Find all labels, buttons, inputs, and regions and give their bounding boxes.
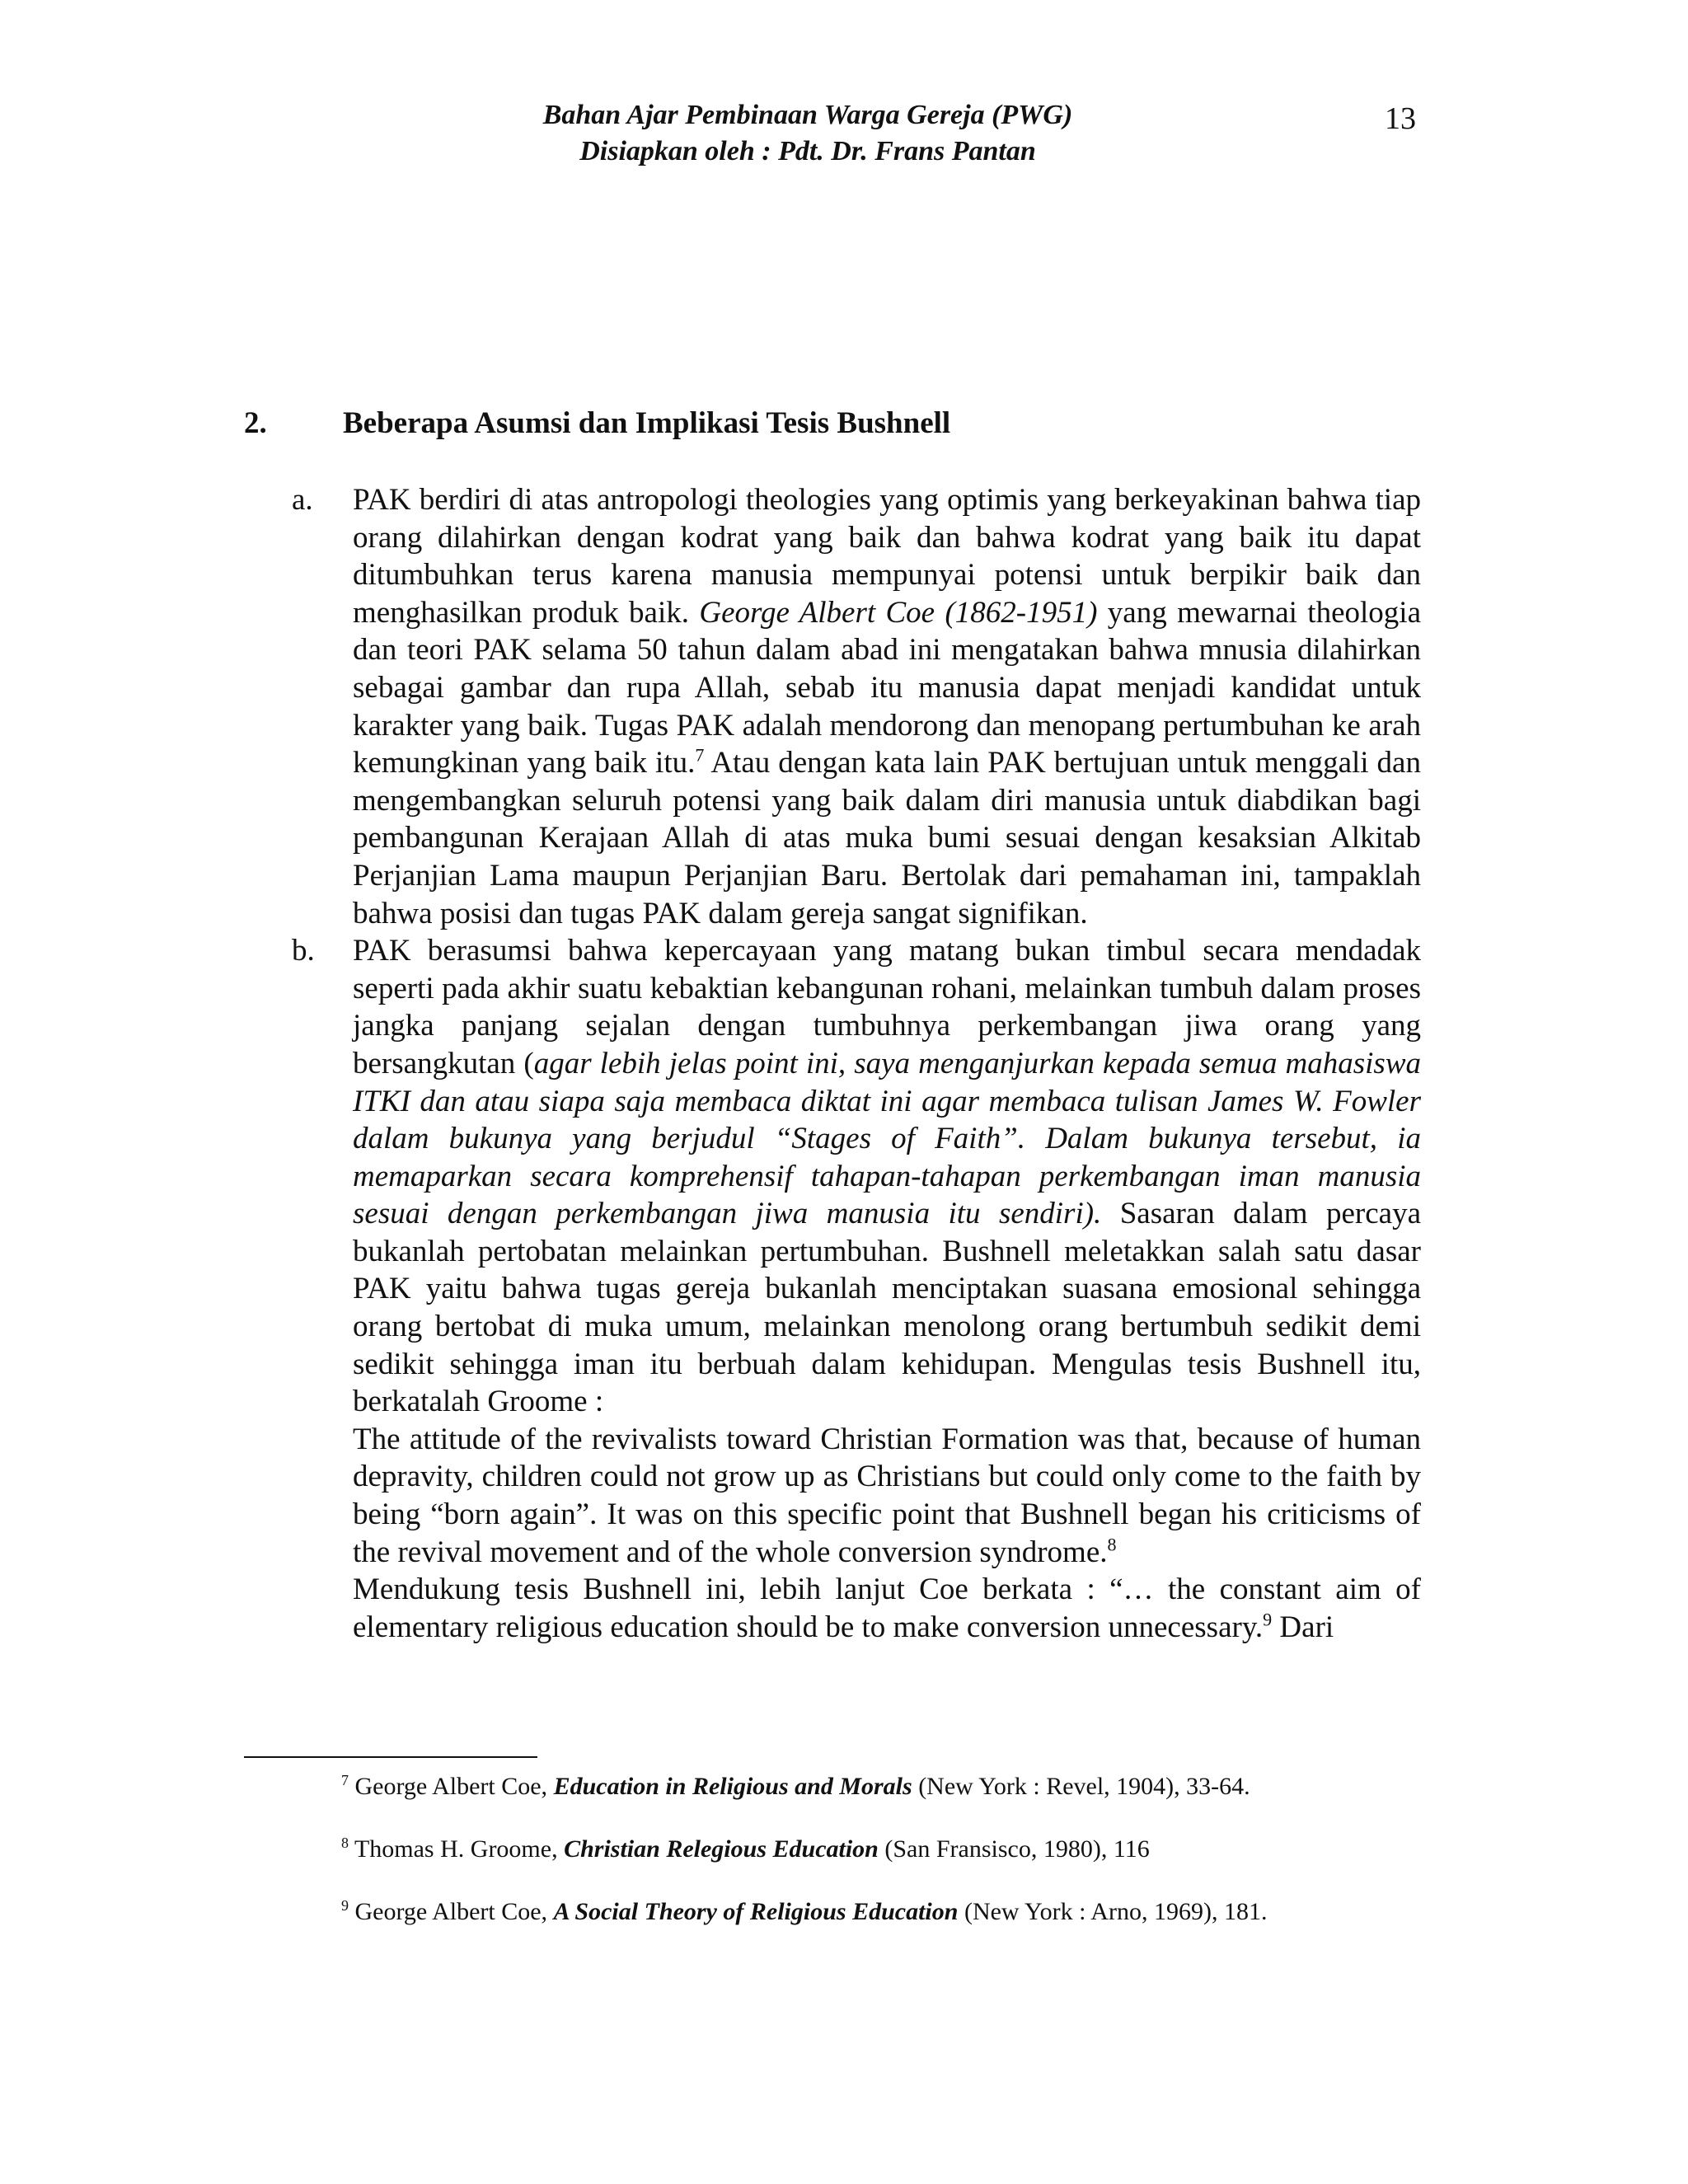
page-number: 13 <box>1385 101 1416 136</box>
section-number: 2. <box>244 406 267 440</box>
footnote-number: 8 <box>341 1835 349 1851</box>
footnote-number: 7 <box>341 1772 349 1788</box>
paragraph-b-text-1: PAK berasumsi bahwa kepercayaan yang matang bukan timbul secara mendadak seperti pada akhir suatu kebaktian kebangunan rohani, melainkan tumbuh dalam proses jangka panjang sejalan dengan tumbuhnya perkembangan jiwa orang yang bersangkutan ( <box>353 934 1421 1080</box>
continuation-text-1: Mendukung tesis Bushnell ini, lebih lanjut Coe berkata : “… the constant aim of elementary religious education should be to make conversion unnecessary. <box>353 1572 1421 1644</box>
footnote-7 <box>341 1770 1495 1803</box>
footnote-author: George Albert Coe, <box>349 1898 554 1925</box>
footnote-publication: (San Fransisco, 1980), 116 <box>878 1835 1150 1863</box>
header-title: Bahan Ajar Pembinaan Warga Gereja (PWG) <box>542 100 1073 130</box>
footnote-author: George Albert Coe, <box>349 1773 554 1800</box>
list-item-b <box>292 932 1421 1646</box>
footnote-number: 9 <box>341 1897 349 1914</box>
block-quote <box>353 1421 1421 1571</box>
list-marker-a: a. <box>292 483 313 517</box>
section-title: Beberapa Asumsi dan Implikasi Tesis Bushnell <box>343 406 951 440</box>
footnote-divider <box>244 1756 537 1758</box>
paragraph-b-continuation <box>353 1571 1421 1646</box>
paragraph-b-text-2: Sasaran dalam percaya bukanlah pertobatan melainkan pertumbuhan. Bushnell meletakkan salah satu dasar PAK yaitu bahwa tugas gereja bukanlah menciptakan suasana emosional sehingga orang bertobat di muka umum, melainkan menolong orang bertumbuh sedikit demi sedikit sehingga iman itu berbuah dalam kehidupan. Mengulas tesis Bushnell itu, berkatalah Groome : <box>353 1197 1421 1419</box>
footnote-book-title: A Social Theory of Religious Education <box>553 1898 959 1925</box>
paragraph-a-text-2: yang mewarnai theologia dan teori PAK selama 50 tahun dalam abad ini mengatakan bahwa mnusia dilahirkan sebagai gambar dan rupa Allah, sebab itu manusia dapat menjadi kandidat untuk karakter yang baik. Tugas PAK adalah mendorong dan menopang pertumbuhan ke arah kemungkinan yang baik itu. <box>353 595 1421 780</box>
paragraph-b-italic: agar lebih jelas point ini, saya menganjurkan kepada semua mahasiswa ITKI dan atau siapa saja membaca diktat ini agar membaca tulisan James W. Fowler dalam bukunya yang berjudul “Stages of Faith”. Dalam bukunya tersebut, ia memaparkan secara komprehensif tahapan-tahapan perkembangan iman manusia sesuai dengan perkembangan jiwa manusia itu sendiri). <box>353 1046 1422 1231</box>
paragraph-b <box>353 932 1421 1421</box>
continuation-text-2: Dari <box>1272 1610 1334 1644</box>
footnote-author: Thomas H. Groome, <box>349 1835 565 1863</box>
paragraph-a-italic: George Albert Coe (1862-1951) <box>699 595 1098 630</box>
paragraph-a <box>353 481 1421 932</box>
body-text <box>292 481 1421 1646</box>
quote-text: The attitude of the revivalists toward Christian Formation was that, because of human depravity, children could not grow up as Christians but could only come to the faith by being “born again”. It was on this specific point that Bushnell began his criticisms of the revival movement and of the whole conversion syndrome. <box>353 1422 1421 1569</box>
paragraph-a-text-3: Atau dengan kata lain PAK bertujuan untuk menggali dan mengembangkan seluruh potensi yang baik dalam diri manusia untuk diabdikan bagi pembangunan Kerajaan Allah di atas muka bumi sesuai dengan kesaksian Alkitab Perjanjian Lama maupun Perjanjian Baru. Bertolak dari pemahaman ini, tampaklah bahwa posisi dan tugas PAK dalam gereja sangat signifikan. <box>353 746 1421 930</box>
footnote-book-title: Education in Religious and Morals <box>553 1773 912 1800</box>
footnote-8 <box>341 1833 1495 1866</box>
footnote-book-title: Christian Relegious Education <box>564 1835 879 1863</box>
footnote-ref-7[interactable]: 7 <box>695 744 705 766</box>
footnotes <box>341 1770 1495 1958</box>
footnote-ref-9[interactable]: 9 <box>1263 1609 1273 1630</box>
list-item-a <box>292 481 1421 932</box>
footnote-publication: (New York : Arno, 1969), 181. <box>958 1898 1268 1925</box>
running-header <box>0 97 1615 170</box>
header-author: Disiapkan oleh : Pdt. Dr. Frans Pantan <box>579 136 1036 166</box>
footnote-9 <box>341 1896 1495 1929</box>
list-marker-b: b. <box>292 934 315 968</box>
footnote-ref-8[interactable]: 8 <box>1107 1534 1117 1555</box>
section-heading <box>244 405 950 442</box>
footnote-publication: (New York : Revel, 1904), 33-64. <box>912 1773 1250 1800</box>
paragraph-a-text-1: PAK berdiri di atas antropologi theologies yang optimis yang berkeyakinan bahwa tiap orang dilahirkan dengan kodrat yang baik dan bahwa kodrat yang baik itu dapat ditumbuhkan terus karena manusia mempunyai potensi untuk berpikir baik dan menghasilkan produk baik. <box>353 483 1421 630</box>
